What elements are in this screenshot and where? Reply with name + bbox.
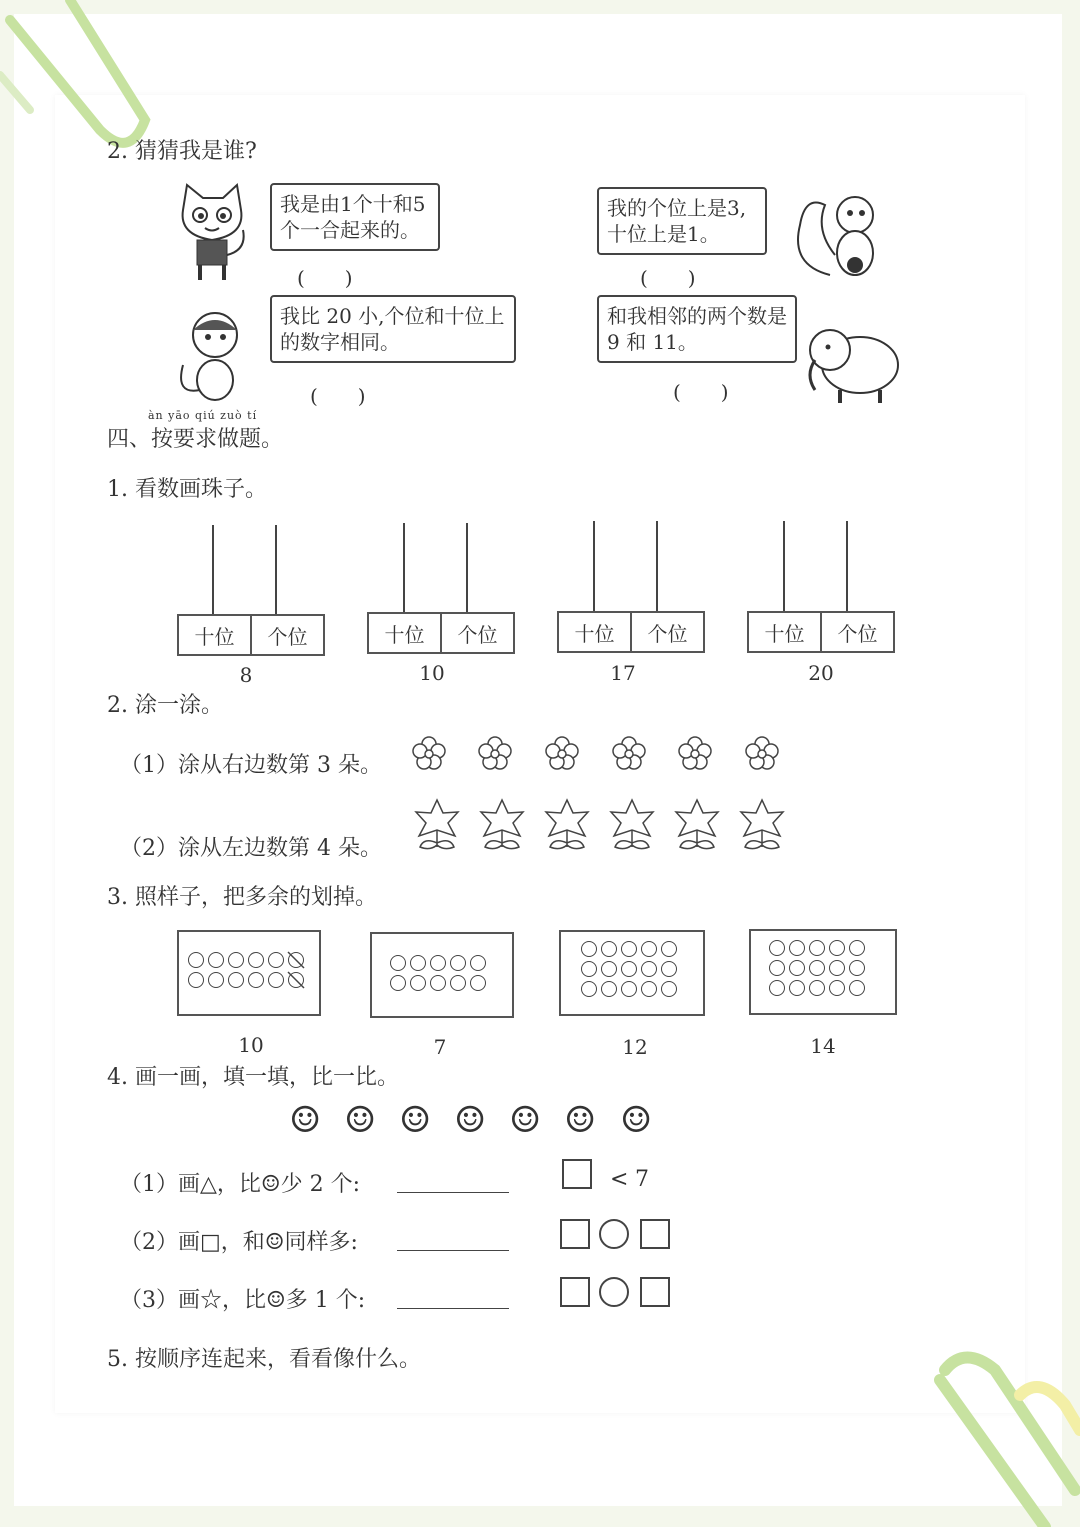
tens-label: 十位 — [749, 613, 822, 651]
q4-4-item2: （2）画□，和☺同样多: — [120, 1230, 358, 1255]
ones-label: 个位 — [837, 621, 878, 646]
q4-2-item1: （1）涂从右边数第 3 朵。 — [120, 753, 382, 778]
smiley-icon: ☺ — [564, 1100, 597, 1141]
bubble-text-squirrel: 我的个位上是3,十位上是1。 — [607, 196, 747, 246]
star-flower-icon[interactable] — [477, 797, 527, 853]
circle-box-number: 14 — [810, 1034, 836, 1058]
paperclip-bottom-right-icon — [925, 1350, 1080, 1527]
answer-square[interactable] — [640, 1219, 670, 1249]
q4-4-item3: （3）画☆，比☺多 1 个: — [120, 1288, 366, 1313]
place-value-box — [557, 611, 705, 653]
circle-box-number: 7 — [433, 1035, 447, 1059]
smiley-icon: ☺ — [399, 1100, 432, 1141]
abacus-number: 17 — [610, 661, 636, 685]
answer-parens-cat[interactable]: ( ) — [297, 266, 353, 290]
plum-flower-icon[interactable] — [745, 736, 779, 770]
circle-box-number: 10 — [238, 1033, 264, 1057]
bubble-text-monkey: 我比 20 小,个位和十位上的数字相同。 — [280, 304, 505, 354]
rod — [212, 525, 214, 615]
circle-box-3 — [559, 930, 705, 1016]
answer-square[interactable] — [562, 1159, 592, 1189]
speech-bubble-cat — [270, 183, 440, 251]
plum-flower-icon[interactable] — [478, 736, 512, 770]
plum-flower-icon[interactable] — [612, 736, 646, 770]
rod — [466, 523, 468, 613]
rod — [846, 521, 848, 611]
section4-title: 四、按要求做题。 — [107, 427, 284, 452]
compare-number: 7 — [635, 1167, 649, 1192]
draw-line-2[interactable] — [397, 1226, 509, 1251]
monkey-icon — [175, 305, 255, 405]
speech-bubble-elephant — [597, 295, 797, 363]
answer-parens-squirrel[interactable]: ( ) — [640, 266, 696, 290]
tens-label: 十位 — [369, 614, 442, 652]
plum-flower-icon[interactable] — [678, 736, 712, 770]
circle-box-2 — [370, 932, 514, 1018]
paperclip-top-left-icon — [0, 0, 170, 150]
star-flower-icon[interactable] — [542, 797, 592, 853]
star-flower-icon[interactable] — [412, 797, 462, 853]
rod — [275, 525, 277, 615]
place-value-box — [177, 614, 325, 656]
tens-label: 十位 — [179, 616, 252, 654]
smiley-icon: ☺ — [509, 1100, 542, 1141]
rod — [783, 521, 785, 611]
draw-line-3[interactable] — [397, 1284, 509, 1309]
speech-bubble-monkey — [270, 295, 516, 363]
place-value-box — [367, 612, 515, 654]
smiley-icon: ☺ — [620, 1100, 653, 1141]
answer-square[interactable] — [560, 1277, 590, 1307]
q4-3-title: 3. 照样子，把多余的划掉。 — [107, 885, 377, 910]
crossed-circle[interactable] — [288, 972, 304, 988]
smiley-icon: ☺ — [344, 1100, 377, 1141]
star-flower-icon[interactable] — [607, 797, 657, 853]
tens-label: 十位 — [559, 613, 632, 651]
q4-2-item2: （2）涂从左边数第 4 朵。 — [120, 836, 382, 861]
ones-label: 个位 — [647, 621, 688, 646]
star-flower-icon[interactable] — [672, 797, 722, 853]
squirrel-icon — [790, 185, 890, 285]
crossed-circle[interactable] — [288, 952, 304, 968]
smiley-icon: ☺ — [454, 1100, 487, 1141]
compare-sign: < — [610, 1167, 629, 1192]
abacus-number: 10 — [419, 661, 445, 685]
abacus-number: 8 — [239, 663, 253, 687]
draw-line-1[interactable] — [397, 1168, 509, 1193]
abacus-number: 20 — [808, 661, 834, 685]
q4-2-title: 2. 涂一涂。 — [107, 693, 223, 718]
circle-box-number: 12 — [622, 1035, 648, 1059]
q4-5-title: 5. 按顺序连起来，看看像什么。 — [107, 1347, 421, 1372]
elephant-icon — [800, 315, 905, 405]
circle-box-1 — [177, 930, 321, 1016]
smiley-icon: ☺ — [289, 1100, 322, 1141]
ones-label: 个位 — [267, 624, 308, 649]
rod — [403, 523, 405, 613]
speech-bubble-squirrel — [597, 187, 767, 255]
star-flower-icon[interactable] — [737, 797, 787, 853]
q2-title: 2. 猜猜我是谁? — [107, 139, 257, 164]
compare-circle[interactable] — [599, 1219, 629, 1249]
rod — [656, 521, 658, 611]
rod — [593, 521, 595, 611]
answer-parens-monkey[interactable]: ( ) — [310, 384, 366, 408]
plum-flower-icon[interactable] — [545, 736, 579, 770]
section4-pinyin: àn yāo qiú zuò tí — [148, 409, 258, 422]
bubble-text-cat: 我是由1个十和5个一合起来的。 — [280, 192, 426, 242]
q4-4-item1: （1）画△，比☺少 2 个: — [120, 1172, 361, 1197]
place-value-box — [747, 611, 895, 653]
q4-4-title: 4. 画一画，填一填，比一比。 — [107, 1065, 399, 1090]
ones-label: 个位 — [457, 622, 498, 647]
answer-parens-elephant[interactable]: ( ) — [673, 380, 729, 404]
answer-square[interactable] — [560, 1219, 590, 1249]
plum-flower-icon[interactable] — [412, 736, 446, 770]
answer-square[interactable] — [640, 1277, 670, 1307]
circle-box-4 — [749, 929, 897, 1015]
cat-icon — [175, 180, 250, 285]
q4-1-title: 1. 看数画珠子。 — [107, 477, 267, 502]
compare-circle[interactable] — [599, 1277, 629, 1307]
bubble-text-elephant: 和我相邻的两个数是 9 和 11。 — [607, 304, 787, 354]
